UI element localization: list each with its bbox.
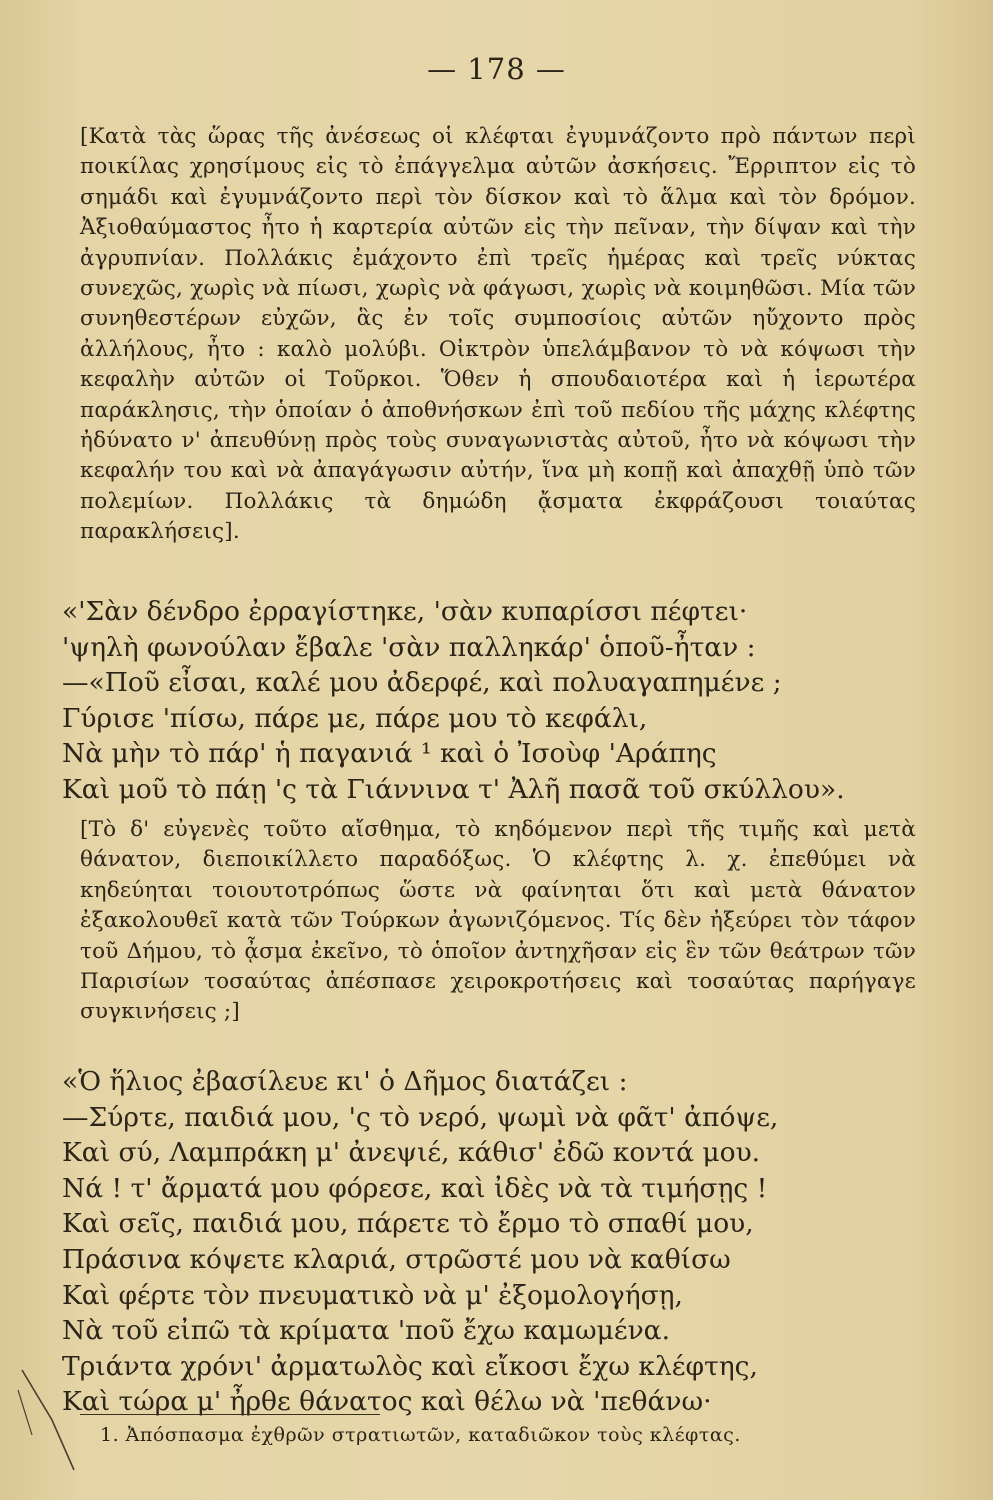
verse-line: Καὶ τώρα μ' ἦρθε θάνατος καὶ θέλω νὰ 'πεθάνω· [62, 1386, 712, 1418]
verse-line: 'ψηλὴ φωνούλαν ἔβαλε 'σὰν παλληκάρ' ὁποῦ-ἦταν : [62, 631, 756, 663]
verse-block-2 [62, 1064, 932, 1420]
footnote-divider [80, 1414, 380, 1415]
verse-line: Καὶ μοῦ τὸ πάῃ 'ς τὰ Γιάννινα τ' Ἀλῆ πασᾶ τοῦ σκύλλου». [62, 773, 845, 805]
verse-line: Καὶ σεῖς, παιδιά μου, πάρετε τὸ ἔρμο τὸ σπαθί μου, [62, 1208, 754, 1240]
pencil-mark-icon [12, 1360, 92, 1480]
paragraph-text: [Τὸ δ' εὐγενὲς τοῦτο αἴσθημα, τὸ κηδόμενον περὶ τῆς τιμῆς καὶ μετὰ θάνατον, διεποικίλλετο παραδόξως. Ὁ κλέφτης λ. χ. ἐπεθύμει νὰ κηδεύηται τοιουτοτρόπως ὥστε νὰ φαίνηται ὅτι καὶ μετὰ θάνατον ἐξακολουθεῖ κατὰ τῶν Τούρκων ἀγωνιζόμενος. Τίς δὲν ἠξεύρει τὸν τάφον τοῦ Δήμου, τὸ ᾆσμα ἐκεῖνο, τὸ ὁποῖον ἀντηχῆσαν εἰς ἓν τῶν θεάτρων τῶν Παρισίων τοσαύτας ἀπέσπασε χειροκροτήσεις καὶ τοσαύτας παρήγαγε συγκινήσεις ;] [80, 817, 916, 1025]
verse-line: Τριάντα χρόνι' ἀρματωλὸς καὶ εἴκοσι ἔχω κλέφτης, [62, 1350, 758, 1382]
prose-paragraph-2 [80, 815, 916, 1028]
verse-line: Καὶ σύ, Λαμπράκη μ' ἀνεψιέ, κάθισ' ἐδῶ κοντά μου. [62, 1137, 761, 1169]
verse-block-1 [62, 594, 932, 808]
page-number: — 178 — [427, 52, 566, 86]
verse-line: Νά ! τ' ἄρματά μου φόρεσε, καὶ ἰδὲς νὰ τὰ τιμήσῃς ! [62, 1172, 768, 1204]
verse-line: «'Σὰν δένδρο ἐρραγίστηκε, 'σὰν κυπαρίσσι πέφτει· [62, 596, 748, 627]
prose-paragraph-1 [80, 122, 916, 548]
verse-line: «Ὁ ἥλιος ἐβασίλευε κι' ὁ Δῆμος διατάζει : [62, 1066, 628, 1097]
verse-line: —«Ποῦ εἶσαι, καλέ μου ἀδερφέ, καὶ πολυαγαπημένε ; [62, 667, 782, 699]
paragraph-text: [Κατὰ τὰς ὥρας τῆς ἀνέσεως οἱ κλέφται ἐγυμνάζοντο πρὸ πάντων περὶ ποικίλας χρησίμους εἰς τὸ ἐπάγγελμα αὐτῶν ἀσκήσεις. Ἔρριπτον εἰς τὸ σημάδι καὶ ἐγυμνάζοντο περὶ τὸν δίσκον καὶ τὸ ἅλμα καὶ τὸν δρόμον. Ἀξιοθαύμαστος ἦτο ἡ καρτερία αὐτῶν εἰς τὴν πεῖναν, τὴν δίψαν καὶ τὴν ἀγρυπνίαν. Πολλάκις ἐμάχοντο ἐπὶ τρεῖς ἡμέρας καὶ τρεῖς νύκτας συνεχῶς, χωρὶς νὰ πίωσι, χωρὶς νὰ φάγωσι, χωρὶς νὰ κοιμηθῶσι. Μία τῶν συνηθεστέρων εὐχῶν, ἃς ἐν τοῖς συμποσίοις αὐτῶν ηὔχοντο πρὸς ἀλλήλους, ἦτο : καλὸ μολύβι. Οἰκτρὸν ὑπελάμβανον τὸ νὰ κόψωσι τὴν κεφαλὴν αὐτῶν οἱ Τοῦρκοι. Ὅθεν ἡ σπουδαιοτέρα καὶ ἡ ἱερωτέρα παράκλησις, τὴν ὁποίαν ὁ ἀποθνήσκων ἐπὶ τοῦ πεδίου τῆς μάχης κλέφτης ἠδύνατο ν' ἀπευθύνῃ πρὸς τοὺς συναγωνιστὰς αὐτοῦ, ἦτο νὰ κόψωσι τὴν κεφαλήν του καὶ νὰ ἀπαγάγωσιν αὐτήν, ἵνα μὴ κοπῇ καὶ ἀπαχθῇ ὑπὸ τῶν πολεμίων. Πολλάκις τὰ δημώδη ᾄσματα ἐκφράζουσι τοιαύτας παρακλήσεις]. [80, 124, 916, 545]
verse-line: Νὰ τοῦ εἰπῶ τὰ κρίματα 'ποῦ ἔχω καμωμένα. [62, 1315, 670, 1347]
verse-line: —Σύρτε, παιδιά μου, 'ς τὸ νερό, ψωμὶ νὰ φᾶτ' ἀπόψε, [62, 1101, 779, 1133]
verse-line: Πράσινα κόψετε κλαριά, στρῶστέ μου νὰ καθίσω [62, 1243, 731, 1275]
verse-line: Καὶ φέρτε τὸν πνευματικὸ νὰ μ' ἐξομολογήσῃ, [62, 1279, 683, 1311]
verse-line: Νὰ μὴν τὸ πάρ' ἡ παγανιά ¹ καὶ ὁ Ἰσοὺφ 'Αράπης [62, 738, 717, 770]
verse-line: Γύρισε 'πίσω, πάρε με, πάρε μου τὸ κεφάλι, [62, 702, 648, 734]
footnote: 1. Ἀπόσπασμα ἐχθρῶν στρατιωτῶν, καταδιῶκον τοὺς κλέφτας. [100, 1424, 741, 1446]
